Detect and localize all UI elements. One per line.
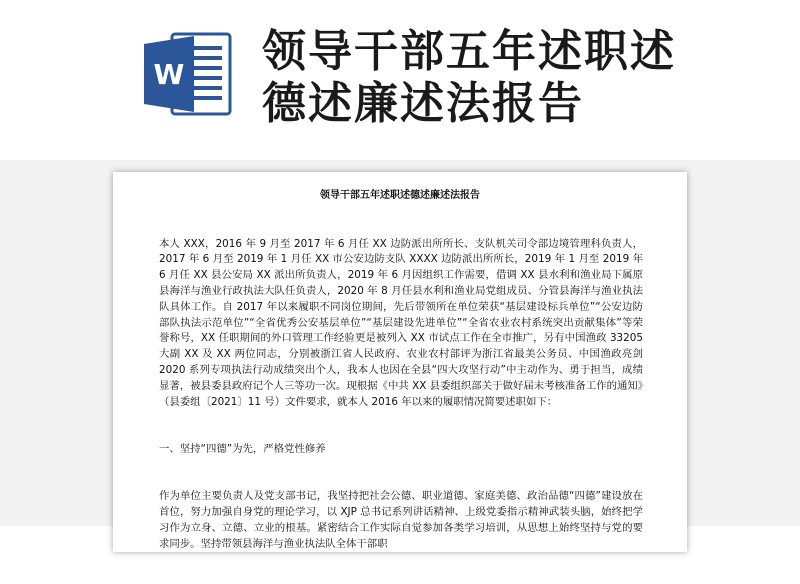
document-paragraph: 本人 XXX，2016 年 9 月至 2017 年 6 月任 XX 边防派出所所长、支队机关司令部边境管理科负责人，2017 年 6 月至 2019 年 1 月任 XX 市公安边防支队 XXXX 边防派出所所长，2019 年 1 月至 2019 年 6 月任 XX 县公安局 XX 派出所负责人，2019 年 6 月因组织工作需要，借调 XX 县水利和渔业局下属原县海洋与渔业行政执法大队任负责人，2020 年 8 月任县水利和渔业局党组成员、分管县海洋与渔业执法队具体工作。自 2017 年以来履职不同岗位期间，先后带领所在单位荣获“基层建设标兵单位”“公安边防部队执法示范单位”“全省优秀公安基层单位”“基层建设先进单位”“全省农业农村系统突出贡献集体”等荣誉称号，XX 任职期间的外口管理工作经验更是被列入 XX 市试点工作在全市推广，另有中国渔政 33205 大副 XX 及 XX 两位同志，分别被浙江省人民政府、农业农村部评为浙江省最美公务员、中国渔政亮剑 2020 系列专项执法行动成绩突出个人，我本人也因在全县“四大攻坚行动”中主动作为、勇于担当，成绩显著，被县委县政府记个人三等功一次。现根据《中共 XX 县委组织部关于做好届末考核准备工作的通知》（县委组〔2021〕11 号）文件要求，就本人 2016 年以来的履职情况简要述职如下： [159,237,647,408]
word-document-icon [142,28,234,120]
title-line-1: 领导干部五年述职述 [262,26,676,77]
document-paragraph: 作为单位主要负责人及党支部书记，我坚持把社会公德、职业道德、家庭美德、政治品德“四德”建设放在首位，努力加强自身党的理论学习，以 XJP 总书记系列讲话精神、上级党委指示精神武装头脑，始终把学习作为立身、立德、立业的根基。紧密结合工作实际自觉参加各类学习培训，从思想上始终坚持与党的要求同步。坚持带领县海洋与渔业执法队全体干部职 [159,490,643,550]
header-banner [0,0,800,160]
document-page [113,172,687,552]
document-section-heading: 一、坚持“四德”为先，严格党性修养 [159,442,326,455]
document-title: 领导干部五年述职述德述廉述法报告 [320,190,480,201]
page-title [262,26,782,130]
word-icon-letter: W [153,58,185,91]
title-line-2: 德述廉述法报告 [262,78,584,129]
document-body [159,205,647,584]
